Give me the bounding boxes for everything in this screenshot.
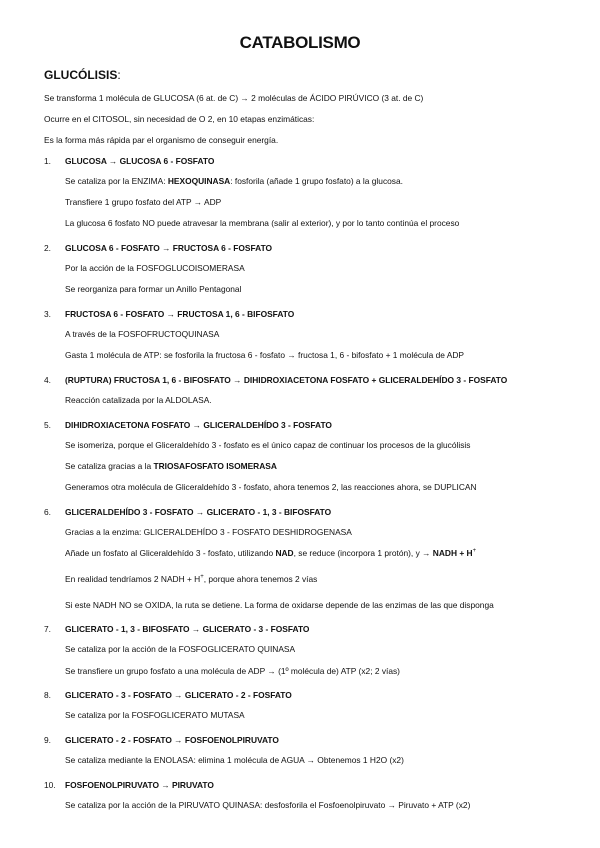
bold-text: NADH + H — [432, 547, 473, 558]
step-number: 1. — [44, 156, 51, 166]
step-detail-line — [44, 328, 507, 349]
step-title: GLICERATO - 3 - FOSFATO → GLICERATO - 2 - FOSFATO — [65, 690, 292, 701]
step-detail-line — [44, 481, 507, 502]
step-item — [44, 506, 507, 620]
step-item — [44, 155, 507, 239]
text-run: Se cataliza gracias a la — [65, 460, 154, 471]
text-run: Gracias a la enzima: GLICERALDEHÍDO 3 - FOSFATO DESHIDROGENASA — [65, 526, 352, 537]
step-detail-line — [44, 754, 507, 775]
text-run: Se reorganiza para formar un Anillo Pentagonal — [65, 284, 242, 295]
step-title: DIHIDROXIACETONA FOSFATO → GLICERALDEHÍDO 3 - FOSFATO — [65, 419, 332, 430]
bold-text: NAD — [275, 547, 294, 558]
step-heading — [44, 623, 507, 643]
step-detail-line — [44, 349, 507, 370]
text-run: En realidad tendríamos 2 NADH + H — [65, 573, 201, 584]
bold-text: HEXOQUINASA — [167, 176, 231, 186]
step-detail-line — [44, 799, 507, 820]
step-title: FRUCTOSA 6 - FOSFATO → FRUCTOSA 1, 6 - BIFOSFATO — [65, 308, 295, 319]
step-title: GLUCOSA → GLUCOSA 6 - FOSFATO — [65, 156, 215, 166]
superscript: + — [472, 547, 477, 554]
step-number: 8. — [44, 690, 51, 701]
step-item — [44, 242, 507, 304]
text-run: : fosforila (añade 1 grupo fosfato) a la glucosa. — [230, 176, 403, 186]
step-detail-line — [44, 643, 507, 664]
intro-paragraphs — [44, 92, 423, 156]
step-number: 7. — [44, 624, 51, 635]
step-title: GLUCOSA 6 - FOSFATO → FRUCTOSA 6 - FOSFATO — [65, 243, 273, 254]
intro-line: Se transforma 1 molécula de GLUCOSA (6 at. de C) → 2 moléculas de ÁCIDO PIRÚVICO (3 at. de C) — [44, 93, 424, 103]
step-detail-line — [44, 175, 507, 196]
step-number: 3. — [44, 308, 51, 319]
page-title: CATABOLISMO — [239, 33, 361, 52]
bold-text: TRIOSAFOSFATO ISOMERASA — [153, 460, 277, 471]
step-item — [44, 623, 507, 685]
step-detail-line — [44, 709, 507, 730]
step-number: 5. — [44, 419, 51, 430]
steps-list — [44, 155, 507, 823]
step-detail-line — [44, 283, 507, 304]
step-item — [44, 419, 507, 503]
step-detail-line — [44, 217, 507, 238]
step-detail-line — [44, 665, 507, 686]
text-run: Se isomeriza, porque el Gliceraldehído 3 - fosfato es el único capaz de continuar los procesos de la glucólisis — [65, 439, 471, 450]
step-title: GLICERALDEHÍDO 3 - FOSFATO → GLICERATO - 1, 3 - BIFOSFATO — [65, 506, 332, 517]
step-item — [44, 308, 507, 370]
step-title: (RUPTURA) FRUCTOSA 1, 6 - BIFOSFATO → DIHIDROXIACETONA FOSFATO + GLICERALDEHÍDO 3 - FOSFATO — [65, 374, 508, 385]
intro-line: Ocurre en el CITOSOL, sin necesidad de O 2, en 10 etapas enzimáticas: — [44, 114, 315, 125]
text-run: Se cataliza por la FOSFOGLICERATO MUTASA — [65, 710, 245, 721]
step-number: 4. — [44, 374, 51, 385]
step-detail-line — [44, 599, 507, 620]
step-item — [44, 374, 507, 415]
text-run: Transfiere 1 grupo fosfato del ATP → ADP — [65, 197, 222, 208]
step-heading — [44, 308, 507, 328]
step-detail-line — [44, 526, 507, 547]
step-heading — [44, 419, 507, 439]
step-number: 2. — [44, 243, 51, 254]
text-run: La glucosa 6 fosfato NO puede atravesar la membrana (salir al exterior), y por lo tanto continúa el proceso — [65, 218, 460, 229]
step-heading — [44, 155, 507, 175]
text-run: Se cataliza mediante la ENOLASA: elimina 1 molécula de AGUA → Obtenemos 1 H2O (x2) — [65, 755, 404, 765]
step-heading — [44, 242, 507, 262]
text-run: Reacción catalizada por la ALDOLASA. — [65, 394, 212, 405]
superscript: + — [200, 573, 204, 580]
text-run: , porque ahora tenemos 2 vías — [203, 573, 318, 584]
step-heading — [44, 689, 507, 709]
intro-line: Es la forma más rápida par el organismo de conseguir energía. — [44, 135, 279, 146]
text-run: Añade un fosfato al Gliceraldehído 3 - fosfato, utilizando — [65, 547, 276, 558]
step-heading — [44, 734, 507, 754]
step-number: 6. — [44, 506, 51, 517]
text-run: Se transfiere un grupo fosfato a una molécula de ADP → (1º molécula de) ATP (x2; 2 vías) — [65, 665, 400, 676]
step-title: FOSFOENOLPIRUVATO → PIRUVATO — [65, 779, 214, 790]
section-colon: : — [117, 68, 121, 82]
text-run: Se cataliza por la ENZIMA: — [65, 176, 168, 186]
text-run: Si este NADH NO se OXIDA, la ruta se detiene. La forma de oxidarse depende de las enzimas de las que disponga — [65, 599, 494, 610]
step-detail-line — [44, 262, 507, 283]
step-detail-line — [44, 460, 507, 481]
step-title: GLICERATO - 2 - FOSFATO → FOSFOENOLPIRUVATO — [65, 735, 279, 745]
step-number: 10. — [44, 779, 56, 790]
step-detail-line — [44, 439, 507, 460]
text-run: , se reduce (incorpora 1 protón), y → — [293, 547, 433, 558]
text-run: A través de la FOSFOFRUCTOQUINASA — [65, 328, 220, 339]
step-title: GLICERATO - 1, 3 - BIFOSFATO → GLICERATO - 3 - FOSFATO — [65, 624, 310, 635]
step-heading — [44, 374, 507, 394]
section-label: GLUCÓLISIS — [44, 68, 118, 82]
text-run: Se cataliza por la acción de la FOSFOGLICERATO QUINASA — [65, 644, 296, 655]
step-item — [44, 734, 507, 775]
text-run: Gasta 1 molécula de ATP: se fosforila la fructosa 6 - fosfato → fructosa 1, 6 - bifosfato + 1 molécula de ADP — [65, 350, 465, 361]
step-number: 9. — [44, 735, 51, 745]
step-detail-line — [44, 196, 507, 217]
step-item — [44, 689, 507, 730]
section-heading — [44, 68, 121, 82]
step-heading — [44, 506, 507, 526]
text-run: Se cataliza por la acción de la PIRUVATO QUINASA: desfosforila el Fosfoenolpiruvato → Piruvato + ATP (x2) — [65, 799, 471, 810]
step-detail-line — [44, 573, 507, 599]
step-detail-line — [44, 394, 507, 415]
step-item — [44, 779, 507, 820]
step-detail-line — [44, 547, 507, 573]
text-run: Por la acción de la FOSFOGLUCOISOMERASA — [65, 263, 245, 274]
step-heading — [44, 779, 507, 799]
text-run: Generamos otra molécula de Gliceraldehído 3 - fosfato, ahora tenemos 2, las reacciones ahora, se DUPLICAN — [65, 481, 477, 492]
